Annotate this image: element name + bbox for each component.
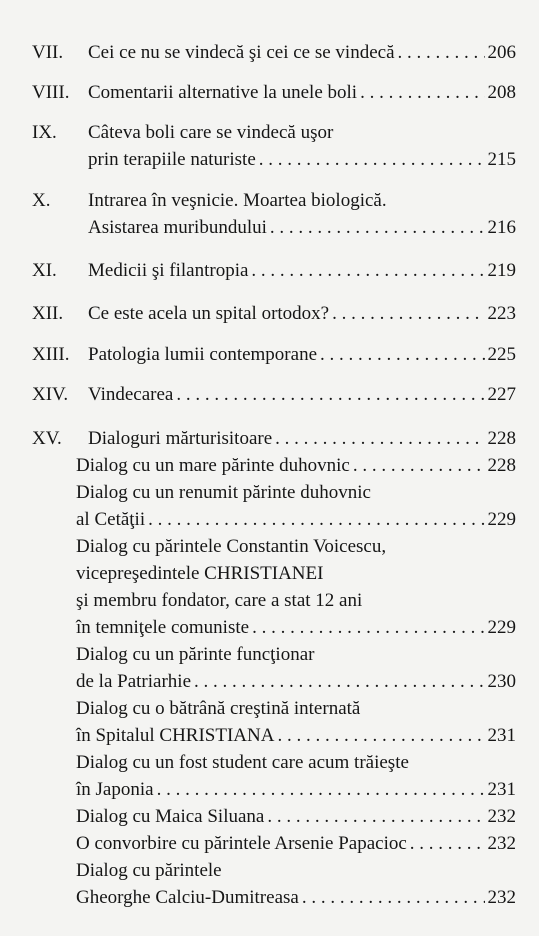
toc-subentry <box>76 668 516 695</box>
chapter-title: Câteva boli care se vindecă uşor <box>88 122 334 143</box>
toc-subentry <box>76 533 516 560</box>
toc-subentry <box>76 803 516 830</box>
page-number: 208 <box>487 82 516 103</box>
page-number: 229 <box>487 509 516 530</box>
toc-line <box>88 300 516 327</box>
subentry-title: O convorbire cu părintele Arsenie Papacioc <box>76 833 407 854</box>
subentry-title-continued: de la Patriarhie <box>76 671 192 692</box>
toc-line <box>88 341 516 368</box>
page-number: 206 <box>487 42 516 63</box>
dot-leader <box>148 506 484 533</box>
toc-line <box>88 146 516 173</box>
dot-leader <box>302 884 485 911</box>
subentry-title: Dialog cu un părinte funcţionar <box>76 644 315 665</box>
page-number: 229 <box>487 617 516 638</box>
chapter-number: IX. <box>32 122 57 143</box>
dot-leader <box>398 39 485 66</box>
chapter-title: Comentarii alternative la unele boli <box>88 82 358 103</box>
toc-line <box>88 214 516 241</box>
subentry-title: Dialog cu o bătrână creştină internată <box>76 698 361 719</box>
toc-subentry <box>76 884 516 911</box>
chapter-number: XIII. <box>32 344 70 365</box>
toc-subentry <box>76 776 516 803</box>
dot-leader <box>267 803 484 830</box>
dot-leader <box>252 614 484 641</box>
subentry-title-continued: vicepreşedintele CHRISTIANEI <box>76 563 324 584</box>
subentry-title: Dialog cu Maica Siluana <box>76 806 265 827</box>
toc-line <box>88 39 516 66</box>
page-number: 231 <box>487 779 516 800</box>
toc-subentry <box>76 695 516 722</box>
subentry-title-continued: în temniţele comuniste <box>76 617 250 638</box>
chapter-number: XIV. <box>32 384 69 405</box>
dot-leader <box>194 668 484 695</box>
toc-subentry <box>76 587 516 614</box>
toc-line <box>88 79 516 106</box>
page-number: 228 <box>487 455 516 476</box>
chapter-title: Intrarea în veşnicie. Moartea biologică. <box>88 190 387 211</box>
subentry-title-continued: în Japonia <box>76 779 154 800</box>
toc-subentry <box>76 830 516 857</box>
dot-leader <box>259 146 485 173</box>
toc-subentry <box>76 722 516 749</box>
chapter-title: Cei ce nu se vindecă şi cei ce se vindecă <box>88 42 395 63</box>
page-number: 228 <box>487 428 516 449</box>
chapter-number: VII. <box>32 42 64 63</box>
dot-leader <box>332 300 484 327</box>
page-number: 231 <box>487 725 516 746</box>
page-number: 232 <box>487 833 516 854</box>
chapter-title: Patologia lumii contemporane <box>88 344 318 365</box>
dot-leader <box>157 776 485 803</box>
page-number: 225 <box>487 344 516 365</box>
chapter-title: Ce este acela un spital ortodox? <box>88 303 330 324</box>
chapter-title: Vindecarea <box>88 384 174 405</box>
chapter-title-continued: Asistarea muribundului <box>88 217 267 238</box>
toc-line <box>88 381 516 408</box>
subentry-title-continued: în Spitalul CHRISTIANA <box>76 725 275 746</box>
subentry-title: Dialog cu un renumit părinte duhovnic <box>76 482 371 503</box>
subentry-title-continued: Gheorghe Calciu-Dumitreasa <box>76 887 299 908</box>
page-number: 230 <box>487 671 516 692</box>
toc-subentry <box>76 452 516 479</box>
chapter-number: X. <box>32 190 51 211</box>
toc-line <box>88 119 516 146</box>
toc-subentry <box>76 857 516 884</box>
dot-leader <box>320 341 484 368</box>
toc-subentry <box>76 749 516 776</box>
chapter-title: Dialoguri mărturisitoare <box>88 428 273 449</box>
page-number: 215 <box>487 149 516 170</box>
page-number: 232 <box>487 806 516 827</box>
toc-line <box>88 257 516 284</box>
page-number: 219 <box>487 260 516 281</box>
dot-leader <box>270 214 485 241</box>
dot-leader <box>353 452 485 479</box>
dot-leader <box>360 79 484 106</box>
chapter-title-continued: prin terapiile naturiste <box>88 149 256 170</box>
subentry-title-continued: şi membru fondator, care a stat 12 ani <box>76 590 363 611</box>
dot-leader <box>410 830 485 857</box>
dot-leader <box>176 381 484 408</box>
chapter-number: VIII. <box>32 82 70 103</box>
chapter-number: XII. <box>32 303 64 324</box>
toc-subentry <box>76 614 516 641</box>
chapter-title: Medicii şi filantropia <box>88 260 249 281</box>
page-number: 216 <box>487 217 516 238</box>
subentry-title: Dialog cu un fost student care acum trăieşte <box>76 752 409 773</box>
page-number: 223 <box>487 303 516 324</box>
dot-leader <box>251 257 484 284</box>
subentry-title-continued: al Cetăţii <box>76 509 146 530</box>
toc-subentry <box>76 560 516 587</box>
chapter-number: XV. <box>32 428 62 449</box>
page-number: 232 <box>487 887 516 908</box>
subentry-title: Dialog cu părintele <box>76 860 222 881</box>
toc-subentry <box>76 479 516 506</box>
dot-leader <box>277 722 484 749</box>
subentry-title: Dialog cu un mare părinte duhovnic <box>76 455 350 476</box>
subentry-title: Dialog cu părintele Constantin Voicescu, <box>76 536 387 557</box>
toc-line <box>88 425 516 452</box>
page-number: 227 <box>487 384 516 405</box>
toc-subentry <box>76 506 516 533</box>
toc-subentry <box>76 641 516 668</box>
dot-leader <box>275 425 484 452</box>
toc-line <box>88 187 516 214</box>
chapter-number: XI. <box>32 260 57 281</box>
